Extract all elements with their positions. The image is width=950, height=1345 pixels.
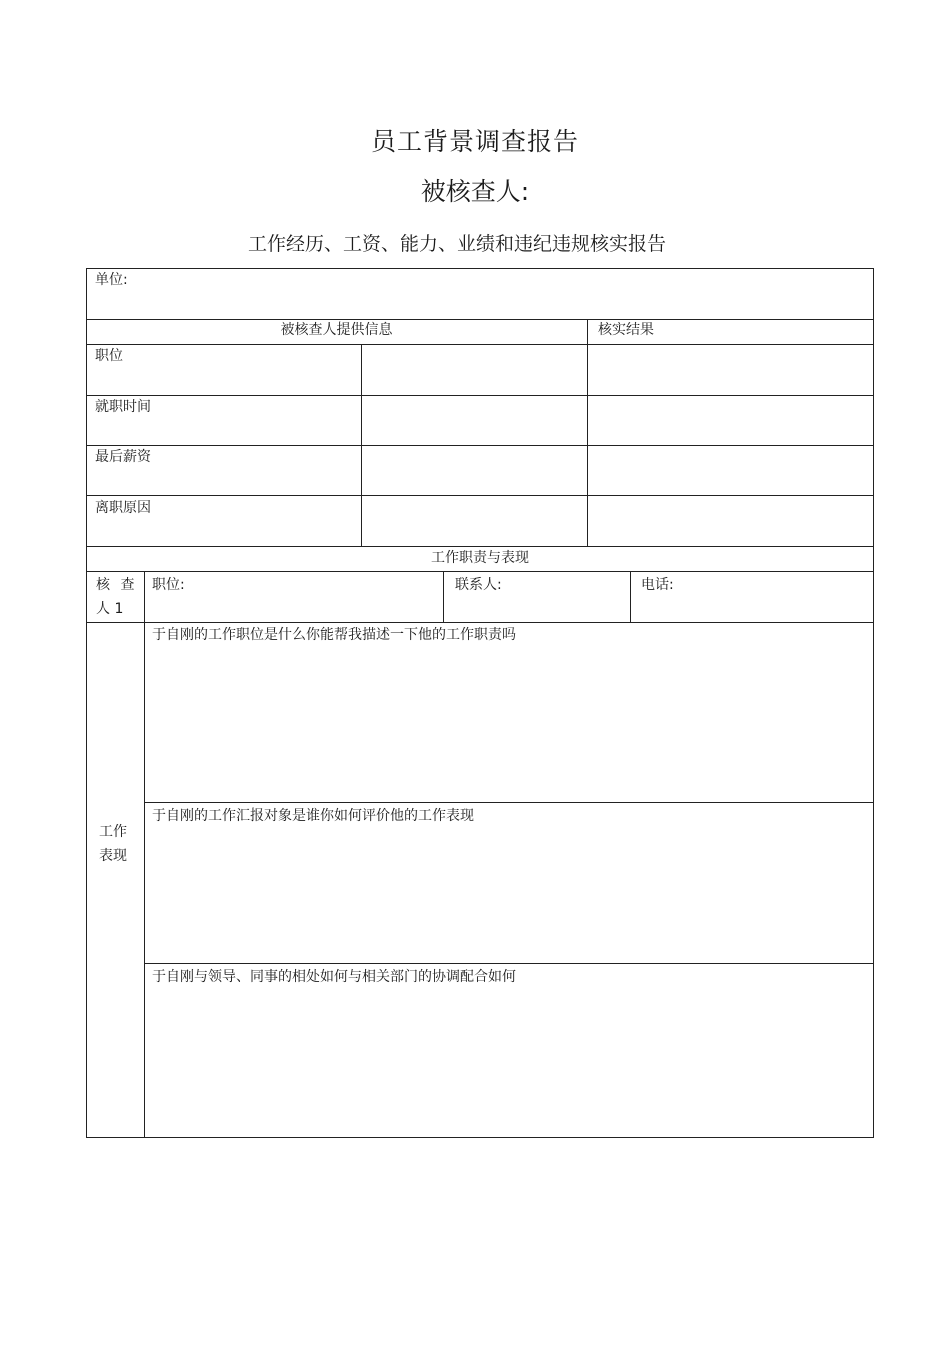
unit-label: 单位: <box>95 272 128 288</box>
table-border-left <box>86 268 87 1138</box>
row-divider <box>86 395 874 396</box>
provided-info-header: 被核查人提供信息 <box>280 322 393 338</box>
row-divider <box>86 571 874 572</box>
performance-label-line2: 表现 <box>99 848 127 864</box>
verifier-position-label: 职位: <box>152 577 185 593</box>
row-label-last-salary: 最后薪资 <box>95 449 151 465</box>
table-border-right <box>873 268 874 1138</box>
table-border-bottom <box>86 1137 874 1138</box>
question-divider <box>144 802 874 803</box>
report-title: 员工背景调查报告 <box>370 127 579 156</box>
verifier-contact-label: 联系人: <box>455 577 502 593</box>
col-divider <box>144 571 145 1138</box>
question-3: 于自刚与领导、同事的相处如何与相关部门的协调配合如何 <box>152 969 516 985</box>
row-label-employment-period: 就职时间 <box>95 399 151 415</box>
verify-result-header: 核实结果 <box>598 322 654 338</box>
row-divider <box>86 622 874 623</box>
question-2: 于自刚的工作汇报对象是谁你如何评价他的工作表现 <box>152 808 474 824</box>
col-divider <box>630 571 631 623</box>
col-divider <box>443 571 444 623</box>
row-label-leave-reason: 离职原因 <box>95 500 151 516</box>
col-divider <box>587 319 588 547</box>
verifier-phone-label: 电话: <box>641 577 674 593</box>
performance-label-line1: 工作 <box>99 824 127 840</box>
subject-label: 被核查人: <box>420 177 530 206</box>
verifier-label-line1: 核 查 <box>96 577 138 593</box>
table-border-top <box>86 268 874 269</box>
row-divider <box>86 319 874 320</box>
question-1: 于自刚的工作职位是什么你能帮我描述一下他的工作职责吗 <box>152 627 516 643</box>
verifier-label-line2: 人 1 <box>96 601 124 617</box>
row-divider <box>86 495 874 496</box>
row-label-position: 职位 <box>95 348 123 364</box>
report-subtitle: 工作经历、工资、能力、业绩和违纪违规核实报告 <box>247 233 666 255</box>
duties-header: 工作职责与表现 <box>431 550 529 566</box>
col-divider <box>361 344 362 547</box>
row-divider <box>86 344 874 345</box>
row-divider <box>86 546 874 547</box>
question-divider <box>144 963 874 964</box>
row-divider <box>86 445 874 446</box>
